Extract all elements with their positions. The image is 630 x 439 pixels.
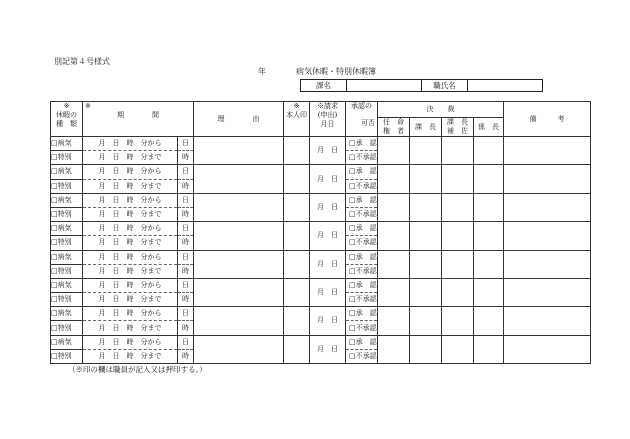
disapprove-checkbox[interactable]: □不承認 bbox=[346, 349, 378, 363]
decision-appointer: 任 命 権 者 bbox=[378, 118, 410, 137]
reason-cell[interactable] bbox=[194, 278, 284, 306]
decision-cell[interactable] bbox=[410, 335, 442, 363]
unit-hour: 時 bbox=[178, 293, 194, 307]
seal-cell[interactable] bbox=[284, 335, 310, 363]
decision-cell[interactable] bbox=[442, 307, 474, 335]
reason-cell[interactable] bbox=[194, 137, 284, 165]
decision-cell[interactable] bbox=[378, 193, 410, 221]
unit-hour: 時 bbox=[178, 236, 194, 250]
entry-row-top bbox=[51, 165, 591, 179]
decision-cell[interactable] bbox=[410, 250, 442, 278]
period-from[interactable]: 月 日 時 分から bbox=[83, 250, 178, 264]
unit-hour: 時 bbox=[178, 151, 194, 165]
seal-cell[interactable] bbox=[284, 193, 310, 221]
entry-row-top bbox=[51, 222, 591, 236]
entry-row-top bbox=[51, 307, 591, 321]
entry-row-top bbox=[51, 278, 591, 292]
entry-row-top bbox=[51, 193, 591, 207]
decision-cell[interactable] bbox=[474, 335, 504, 363]
decision-section-chief: 課 長 bbox=[410, 118, 442, 137]
disapprove-checkbox[interactable]: □不承認 bbox=[346, 236, 378, 250]
period-to[interactable]: 月 日 時 分まで bbox=[83, 207, 178, 221]
kind-special-checkbox[interactable]: □特別 bbox=[51, 293, 83, 307]
unit-day: 日 bbox=[178, 335, 194, 349]
decision-cell[interactable] bbox=[442, 250, 474, 278]
approve-checkbox[interactable]: □承 認 bbox=[346, 278, 378, 292]
kind-special-checkbox[interactable]: □特別 bbox=[51, 179, 83, 193]
unit-day: 日 bbox=[178, 193, 194, 207]
remarks-cell[interactable] bbox=[504, 165, 591, 193]
request-date-header: ※請求 (申出) 月日 bbox=[310, 102, 346, 137]
request-date[interactable]: 月 日 bbox=[310, 278, 346, 306]
disapprove-checkbox[interactable]: □不承認 bbox=[346, 207, 378, 221]
request-date[interactable]: 月 日 bbox=[310, 193, 346, 221]
section-label: 課名 bbox=[301, 80, 347, 91]
decision-cell[interactable] bbox=[442, 193, 474, 221]
kind-special-checkbox[interactable]: □特別 bbox=[51, 321, 83, 335]
entry-row-top bbox=[51, 250, 591, 264]
decision-cell[interactable] bbox=[442, 278, 474, 306]
entry-row-top bbox=[51, 335, 591, 349]
decision-cell[interactable] bbox=[410, 307, 442, 335]
remarks-cell[interactable] bbox=[504, 250, 591, 278]
kind-sick-checkbox[interactable]: □病気 bbox=[51, 250, 83, 264]
request-date[interactable]: 月 日 bbox=[310, 137, 346, 165]
reason-cell[interactable] bbox=[194, 165, 284, 193]
decision-cell[interactable] bbox=[378, 222, 410, 250]
approve-checkbox[interactable]: □承 認 bbox=[346, 250, 378, 264]
disapprove-checkbox[interactable]: □不承認 bbox=[346, 264, 378, 278]
decision-cell[interactable] bbox=[474, 250, 504, 278]
period-to[interactable]: 月 日 時 分まで bbox=[83, 151, 178, 165]
seal-cell[interactable] bbox=[284, 278, 310, 306]
kind-sick-checkbox[interactable]: □病気 bbox=[51, 193, 83, 207]
period-to[interactable]: 月 日 時 分まで bbox=[83, 236, 178, 250]
decision-cell[interactable] bbox=[474, 165, 504, 193]
request-date[interactable]: 月 日 bbox=[310, 335, 346, 363]
reason-cell[interactable] bbox=[194, 250, 284, 278]
approve-checkbox[interactable]: □承 認 bbox=[346, 307, 378, 321]
seal-cell[interactable] bbox=[284, 222, 310, 250]
seal-cell[interactable] bbox=[284, 137, 310, 165]
request-date[interactable]: 月 日 bbox=[310, 165, 346, 193]
remarks-header: 備 考 bbox=[504, 102, 591, 137]
period-to[interactable]: 月 日 時 分まで bbox=[83, 179, 178, 193]
kind-special-checkbox[interactable]: □特別 bbox=[51, 349, 83, 363]
period-from[interactable]: 月 日 時 分から bbox=[83, 193, 178, 207]
decision-cell[interactable] bbox=[378, 278, 410, 306]
request-date[interactable]: 月 日 bbox=[310, 307, 346, 335]
request-date[interactable]: 月 日 bbox=[310, 222, 346, 250]
kind-special-checkbox[interactable]: □特別 bbox=[51, 207, 83, 221]
form-number: 別記第４号様式 bbox=[54, 57, 110, 66]
period-to[interactable]: 月 日 時 分まで bbox=[83, 321, 178, 335]
decision-cell[interactable] bbox=[442, 165, 474, 193]
unit-hour: 時 bbox=[178, 179, 194, 193]
unit-hour: 時 bbox=[178, 207, 194, 221]
decision-cell[interactable] bbox=[378, 137, 410, 165]
period-from[interactable]: 月 日 時 分から bbox=[83, 307, 178, 321]
unit-day: 日 bbox=[178, 250, 194, 264]
unit-day: 日 bbox=[178, 165, 194, 179]
period-to[interactable]: 月 日 時 分まで bbox=[83, 293, 178, 307]
decision-cell[interactable] bbox=[442, 335, 474, 363]
request-date[interactable]: 月 日 bbox=[310, 250, 346, 278]
decision-cell[interactable] bbox=[474, 222, 504, 250]
decision-cell[interactable] bbox=[410, 137, 442, 165]
footnote: （※印の欄は職員が記入又は押印する。） bbox=[68, 365, 207, 374]
disapprove-checkbox[interactable]: □不承認 bbox=[346, 293, 378, 307]
decision-cell[interactable] bbox=[410, 278, 442, 306]
decision-cell[interactable] bbox=[442, 222, 474, 250]
decision-header: 決 裁 bbox=[378, 102, 504, 118]
decision-cell[interactable] bbox=[474, 307, 504, 335]
period-from[interactable]: 月 日 時 分から bbox=[83, 335, 178, 349]
name-label: 職氏名 bbox=[422, 80, 468, 91]
kind-sick-checkbox[interactable]: □病気 bbox=[51, 165, 83, 179]
remarks-cell[interactable] bbox=[504, 222, 591, 250]
kind-sick-checkbox[interactable]: □病気 bbox=[51, 137, 83, 151]
kind-special-checkbox[interactable]: □特別 bbox=[51, 236, 83, 250]
unit-day: 日 bbox=[178, 137, 194, 151]
kind-header: ※ 休暇の 種 類 bbox=[51, 102, 83, 137]
kind-sick-checkbox[interactable]: □病気 bbox=[51, 222, 83, 236]
header-fields bbox=[300, 79, 543, 92]
seal-cell[interactable] bbox=[284, 307, 310, 335]
unit-hour: 時 bbox=[178, 321, 194, 335]
approve-checkbox[interactable]: □承 認 bbox=[346, 222, 378, 236]
period-header: ※ 期 間 bbox=[83, 102, 194, 137]
reason-header: 理 由 bbox=[194, 102, 284, 137]
decision-cell[interactable] bbox=[410, 165, 442, 193]
approve-checkbox[interactable]: □承 認 bbox=[346, 137, 378, 151]
remarks-cell[interactable] bbox=[504, 335, 591, 363]
reason-cell[interactable] bbox=[194, 307, 284, 335]
approve-checkbox[interactable]: □承 認 bbox=[346, 193, 378, 207]
reason-cell[interactable] bbox=[194, 222, 284, 250]
entry-row-top bbox=[51, 137, 591, 151]
decision-cell[interactable] bbox=[410, 193, 442, 221]
remarks-cell[interactable] bbox=[504, 193, 591, 221]
unit-hour: 時 bbox=[178, 349, 194, 363]
decision-cell[interactable] bbox=[378, 307, 410, 335]
reason-cell[interactable] bbox=[194, 193, 284, 221]
kind-special-checkbox[interactable]: □特別 bbox=[51, 264, 83, 278]
disapprove-checkbox[interactable]: □不承認 bbox=[346, 151, 378, 165]
period-from[interactable]: 月 日 時 分から bbox=[83, 222, 178, 236]
unit-day: 日 bbox=[178, 222, 194, 236]
year-label: 年 bbox=[258, 67, 266, 76]
disapprove-checkbox[interactable]: □不承認 bbox=[346, 179, 378, 193]
approval-header: 承認の 可否 bbox=[346, 102, 378, 137]
seal-cell[interactable] bbox=[284, 165, 310, 193]
period-to[interactable]: 月 日 時 分まで bbox=[83, 349, 178, 363]
kind-special-checkbox[interactable]: □特別 bbox=[51, 151, 83, 165]
kind-sick-checkbox[interactable]: □病気 bbox=[51, 307, 83, 321]
decision-cell[interactable] bbox=[442, 137, 474, 165]
period-to[interactable]: 月 日 時 分まで bbox=[83, 264, 178, 278]
kind-sick-checkbox[interactable]: □病気 bbox=[51, 335, 83, 349]
decision-cell[interactable] bbox=[410, 222, 442, 250]
remarks-cell[interactable] bbox=[504, 307, 591, 335]
seal-cell[interactable] bbox=[284, 250, 310, 278]
remarks-cell[interactable] bbox=[504, 278, 591, 306]
leave-register-table bbox=[50, 101, 591, 364]
period-from[interactable]: 月 日 時 分から bbox=[83, 165, 178, 179]
name-field[interactable] bbox=[468, 80, 542, 91]
section-field[interactable] bbox=[347, 80, 422, 91]
decision-cell[interactable] bbox=[474, 193, 504, 221]
kind-sick-checkbox[interactable]: □病気 bbox=[51, 278, 83, 292]
disapprove-checkbox[interactable]: □不承認 bbox=[346, 321, 378, 335]
remarks-cell[interactable] bbox=[504, 137, 591, 165]
period-from[interactable]: 月 日 時 分から bbox=[83, 278, 178, 292]
decision-deputy-chief: 課 長 補 佐 bbox=[442, 118, 474, 137]
form-title: 病気休暇・特別休暇簿 bbox=[296, 67, 376, 76]
decision-cell[interactable] bbox=[474, 278, 504, 306]
approve-checkbox[interactable]: □承 認 bbox=[346, 165, 378, 179]
unit-day: 日 bbox=[178, 307, 194, 321]
decision-subsection-chief: 係 長 bbox=[474, 118, 504, 137]
unit-hour: 時 bbox=[178, 264, 194, 278]
decision-cell[interactable] bbox=[378, 165, 410, 193]
decision-cell[interactable] bbox=[474, 137, 504, 165]
decision-cell[interactable] bbox=[378, 335, 410, 363]
unit-day: 日 bbox=[178, 278, 194, 292]
reason-cell[interactable] bbox=[194, 335, 284, 363]
seal-header: ※ 本人印 bbox=[284, 102, 310, 137]
approve-checkbox[interactable]: □承 認 bbox=[346, 335, 378, 349]
decision-cell[interactable] bbox=[378, 250, 410, 278]
period-from[interactable]: 月 日 時 分から bbox=[83, 137, 178, 151]
